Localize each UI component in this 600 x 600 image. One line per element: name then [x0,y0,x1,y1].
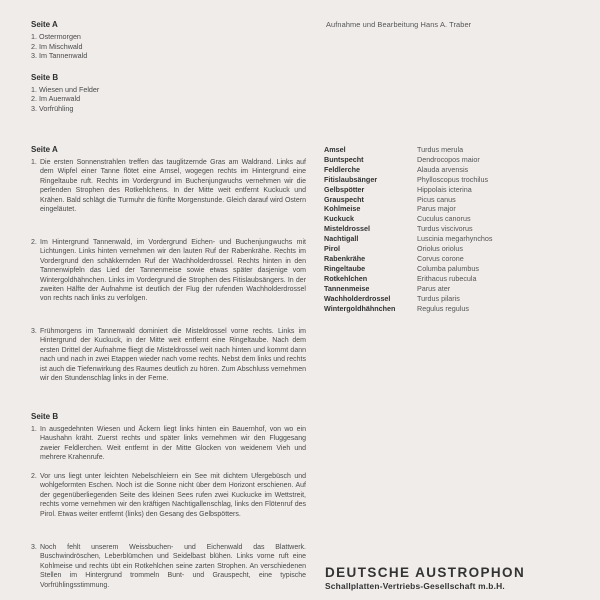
species-latin: Luscinia megarhynchos [417,234,493,244]
track-item: 2. Im Auenwald [31,94,81,104]
note-number: 1. [31,159,37,166]
species-row [324,175,493,185]
species-latin: Turdus viscivorus [417,224,473,234]
species-row [324,155,493,165]
species-latin: Phylloscopus trochilus [417,174,489,184]
species-german: Fitislaubsänger [324,174,378,184]
note-text: Im Hintergrund Tannenwald, im Vordergrund Eichen- und Buchenjungwuchs mit Lichtungen. Links hinten vernehmen wir den lauten Ruf der Rabenkrähe. Rechts im Vordergrund den schäkkernden Ruf der Wachholderdrossel. Rechts hinten in den Tannenwipfeln das Lied der Tannenmeise sowie etwas später dasjenige vom Wintergoldhähnchen. Links im Vordergrund die Strophen des Fitislaubsängers. In der zweiten Hälfte der Aufnahme ist deutlich der Flug der rufenden Wachholderdrossel von rechts nach links zu verfolgen. [40,239,306,303]
species-german: Grauspecht [324,194,364,204]
species-latin: Cuculus canorus [417,214,471,224]
species-row [324,264,493,274]
species-german: Misteldrossel [324,224,370,234]
species-row [324,284,493,294]
note-number: 2. [31,239,37,246]
species-latin: Regulus regulus [417,303,469,313]
species-latin: Picus canus [417,194,456,204]
species-latin: Oriolus oriolus [417,244,463,254]
note-paragraph [31,238,306,304]
species-row [324,224,493,234]
note-text: Frühmorgens im Tannenwald dominiert die Misteldrossel vorne rechts. Links im Hintergrund der Kuckuck, in der Mitte weit entfernt eine Ringeltaube. Nach dem ersten Drittel der Aufnahme fliegt die Misteldrossel weit nach hinten und kommt dann nach und nach in zwei Etappen wieder nach vorne rechts. Nebst dem links und rechts ist auch die Tiefenwirkung des Raumes deutlich zu hören. Zum Abschluss vernehmen wir den Stundenschlag links in der Ferne. [40,328,306,383]
species-row [324,244,493,254]
species-row [324,185,493,195]
note-number: 3. [31,328,37,335]
species-row [324,214,493,224]
species-row [324,195,493,205]
publisher-name: DEUTSCHE AUSTROPHON [325,565,526,580]
species-latin: Parus major [417,204,456,214]
note-paragraph [31,327,306,383]
note-text: Vor uns liegt unter leichten Nebelschleiern ein See mit dichtem Ufergebüsch und wohlgeformten Eschen. Noch ist die Sonne nicht über dem Horizont erschienen. Auf der gegenüberliegenden Seite des kleinen Sees rufen zwei Kuckucke im Wettstreit, rechts vorne vernehmen wir den kräftigen Nachtigallenschlag, links den Flötenruf des Pirol. Etwas weiter entfernt (links) den Gesang des Gelbspötters. [40,473,306,518]
tracklist [31,20,99,114]
species-row [324,145,493,155]
species-latin: Parus ater [417,283,451,293]
notes-side-a-heading: Seite A [31,145,58,154]
species-latin: Erithacus rubecula [417,273,477,283]
species-german: Kuckuck [324,214,354,224]
track-item: 1. Ostermorgen [31,32,81,41]
note-text: Noch fehlt unserem Weissbuchen- und Eichenwald das Blattwerk. Buschwindröschen, Leberblümchen und Seidelbast blühen. Links vorne ruft eine Kohlmeise und rechts übt ein Rotkehlchen seine zarten Strophen. An verschiedenen Stellen im Hintergrund trommeln Bunt- und Grauspecht, eine typische Vorfrühlingsstimmung. [40,544,306,589]
note-text: In ausgedehnten Wiesen und Äckern liegt links hinten ein Bauernhof, von wo ein Haushahn kräht. Zuerst rechts und später links vernehmen wir den Fluggesang zweier Feldlerchen. Weit entfernt in der Mitte Glocken von weidenem Vieh und mehrere Krahenrufe. [40,426,306,462]
species-german: Nachtigall [324,234,359,244]
species-german: Pirol [324,244,340,254]
species-latin: Turdus pilaris [417,293,460,303]
tracklist-side-a-heading: Seite A [31,20,58,29]
species-german: Feldlerche [324,164,360,174]
track-item: 3. Vorfrühling [31,103,74,113]
notes-side-b-heading: Seite B [31,412,59,421]
tracklist-side-b-heading: Seite B [31,72,59,82]
species-german: Kohlmeise [324,204,361,214]
recording-credit: Aufnahme und Bearbeitung Hans A. Traber [326,20,472,29]
track-item: 1. Wiesen und Felder [31,84,100,94]
note-number: 1. [31,426,37,433]
species-row [324,274,493,284]
species-german: Ringeltaube [324,263,366,273]
note-paragraph [31,472,306,519]
species-german: Rabenkrähe [324,253,366,263]
note-paragraph [31,425,306,463]
species-german: Tannenmeise [324,283,370,293]
species-row [324,254,493,264]
species-german: Buntspecht [324,154,364,164]
species-german: Wintergoldhähnchen [324,303,396,313]
species-row [324,204,493,214]
note-paragraph [31,543,306,590]
species-row [324,294,493,304]
species-latin: Columba palumbus [417,263,479,273]
species-german: Rotkehlchen [324,273,368,283]
species-row [324,234,493,244]
tracklist-side-b [31,85,99,114]
note-number: 3. [31,544,37,551]
track-item: 3. Im Tannenwald [31,51,88,61]
note-paragraph [31,158,306,214]
species-row [324,165,493,175]
note-number: 2. [31,473,37,480]
species-list [324,145,493,313]
species-latin: Turdus merula [417,145,464,154]
species-german: Amsel [324,145,346,154]
tracklist-side-a [31,32,99,61]
species-german: Wachholderdrossel [324,293,391,303]
species-latin: Alauda arvensis [417,164,469,174]
track-item: 2. Im Mischwald [31,41,83,51]
publisher-subtitle: Schallplatten-Vertriebs-Gesellschaft m.b.H. [325,581,505,591]
species-german: Gelbspötter [324,184,365,194]
species-latin: Dendrocopos maior [417,154,480,164]
species-latin: Hippolais icterina [417,184,472,194]
species-latin: Corvus corone [417,253,464,263]
note-text: Die ersten Sonnenstrahlen treffen das tauglitzernde Gras am Waldrand. Links auf dem Wipfel einer Tanne flötet eine Amsel, wogegen rechts im Hintergrund eine Ringeltaube ruft. Rechts im Vordergrund im Buchenjungwuchs vernehmen wir die perlenden Strophen des Rotkehlchens. In der Mitte weit entfernt Kuckuck und Krähen. Bald schlägt die Turmuhr die fünfte Morgenstunde. Gleich darauf wird Ostern eingeläutet. [40,159,306,214]
species-row [324,304,493,314]
